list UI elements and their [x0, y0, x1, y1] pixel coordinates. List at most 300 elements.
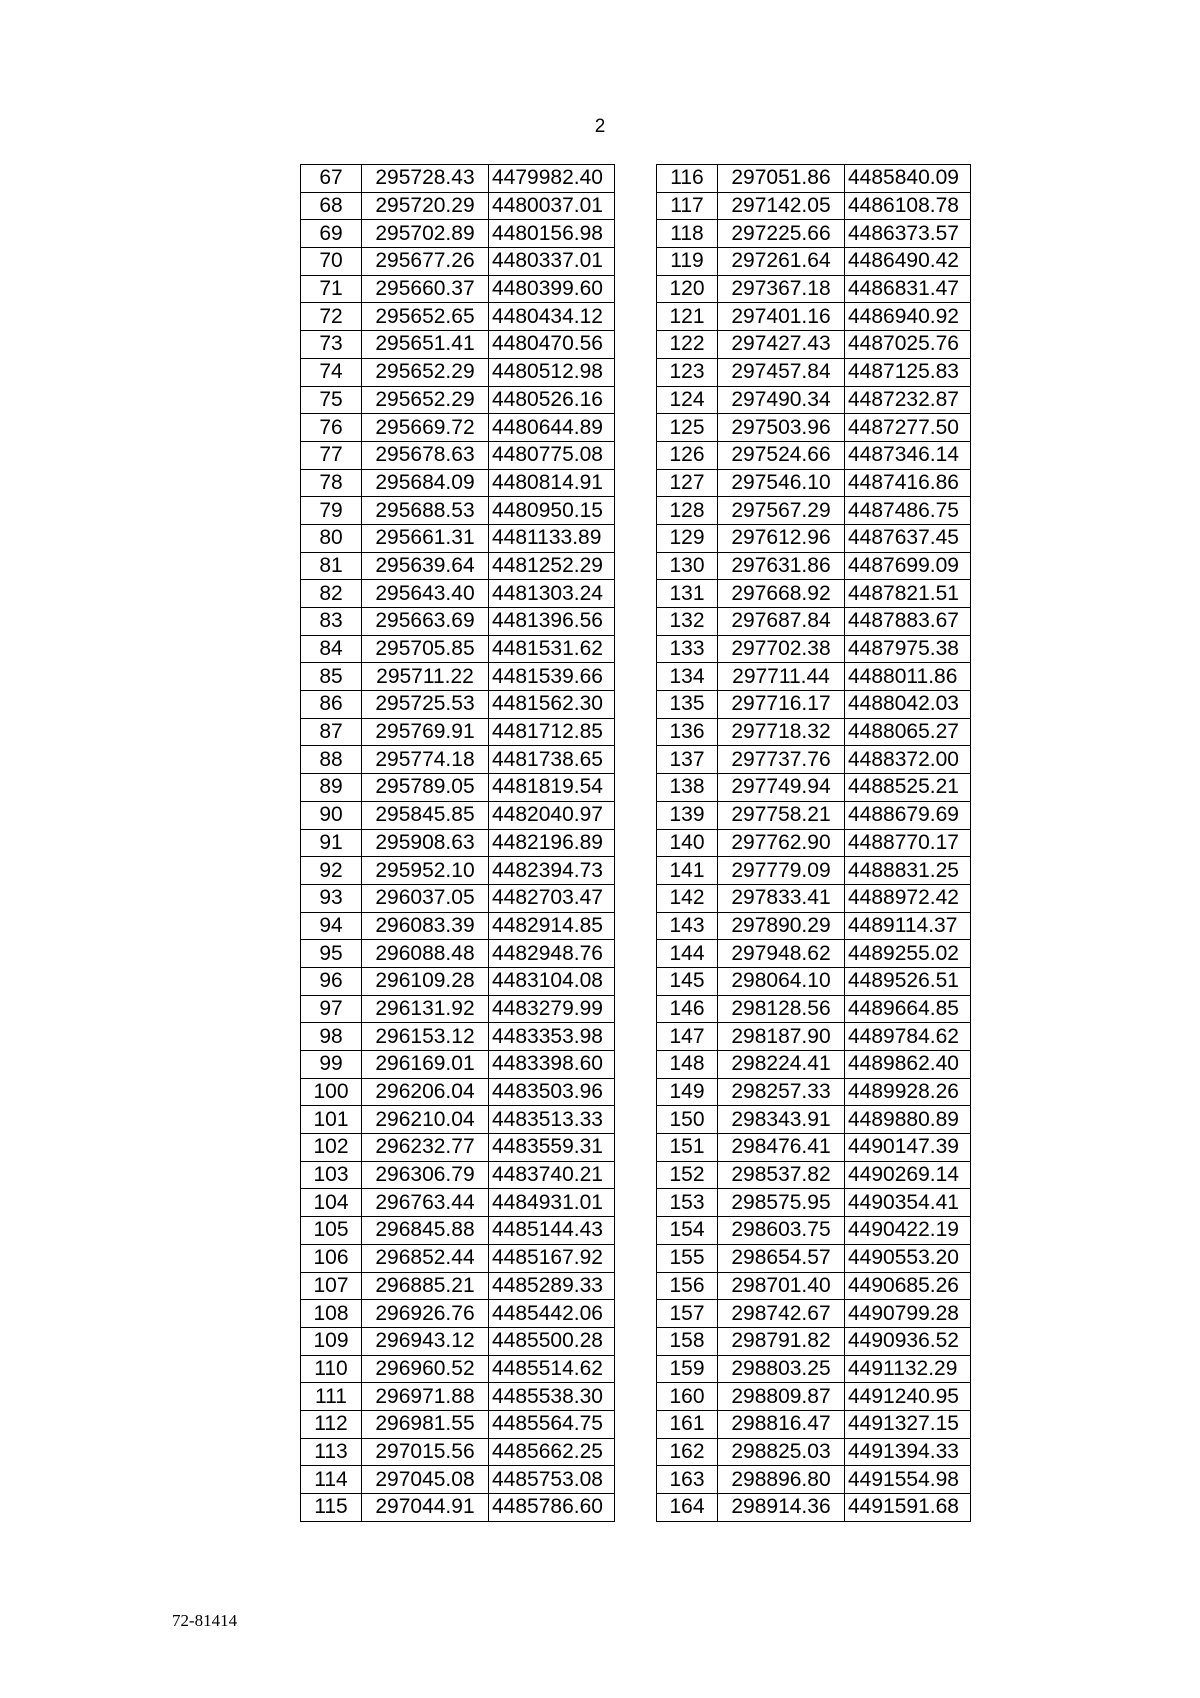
table-row [301, 1438, 615, 1466]
y-coordinate-cell: 4482394.73 [489, 857, 615, 885]
point-number-cell: 140 [657, 829, 718, 857]
table-row [657, 303, 971, 331]
page-number: 2 [594, 116, 606, 137]
point-number-cell: 115 [301, 1494, 362, 1522]
point-number-cell: 129 [657, 524, 718, 552]
x-coordinate-cell: 298064.10 [718, 967, 845, 995]
y-coordinate-cell: 4485753.08 [489, 1466, 615, 1494]
table-row [301, 635, 615, 663]
point-number-cell: 85 [301, 663, 362, 691]
x-coordinate-cell: 297051.86 [718, 165, 845, 193]
x-coordinate-cell: 297758.21 [718, 801, 845, 829]
point-number-cell: 144 [657, 940, 718, 968]
table-row [657, 1383, 971, 1411]
point-number-cell: 151 [657, 1134, 718, 1162]
y-coordinate-cell: 4488525.21 [845, 774, 971, 802]
coordinates-table-right [656, 164, 971, 1522]
point-number-cell: 126 [657, 441, 718, 469]
x-coordinate-cell: 295678.63 [362, 441, 489, 469]
x-coordinate-cell: 296981.55 [362, 1410, 489, 1438]
point-number-cell: 157 [657, 1300, 718, 1328]
x-coordinate-cell: 295702.89 [362, 220, 489, 248]
point-number-cell: 146 [657, 995, 718, 1023]
point-number-cell: 134 [657, 663, 718, 691]
y-coordinate-cell: 4481712.85 [489, 718, 615, 746]
table-row [301, 746, 615, 774]
x-coordinate-cell: 296306.79 [362, 1161, 489, 1189]
table-row [301, 1494, 615, 1522]
y-coordinate-cell: 4485564.75 [489, 1410, 615, 1438]
y-coordinate-cell: 4480950.15 [489, 497, 615, 525]
x-coordinate-cell: 298224.41 [718, 1051, 845, 1079]
y-coordinate-cell: 4489114.37 [845, 912, 971, 940]
point-number-cell: 118 [657, 220, 718, 248]
x-coordinate-cell: 298603.75 [718, 1217, 845, 1245]
table-row [301, 1134, 615, 1162]
point-number-cell: 155 [657, 1244, 718, 1272]
point-number-cell: 138 [657, 774, 718, 802]
y-coordinate-cell: 4487486.75 [845, 497, 971, 525]
point-number-cell: 83 [301, 608, 362, 636]
x-coordinate-cell: 295660.37 [362, 275, 489, 303]
x-coordinate-cell: 297044.91 [362, 1494, 489, 1522]
x-coordinate-cell: 297490.34 [718, 386, 845, 414]
y-coordinate-cell: 4486940.92 [845, 303, 971, 331]
x-coordinate-cell: 296960.52 [362, 1355, 489, 1383]
y-coordinate-cell: 4481252.29 [489, 552, 615, 580]
table-row [657, 386, 971, 414]
table-row [657, 1106, 971, 1134]
y-coordinate-cell: 4481539.66 [489, 663, 615, 691]
point-number-cell: 158 [657, 1327, 718, 1355]
point-number-cell: 89 [301, 774, 362, 802]
point-number-cell: 127 [657, 469, 718, 497]
table-row [301, 718, 615, 746]
y-coordinate-cell: 4489880.89 [845, 1106, 971, 1134]
table-row [301, 1023, 615, 1051]
table-row [657, 967, 971, 995]
point-number-cell: 150 [657, 1106, 718, 1134]
x-coordinate-cell: 297702.38 [718, 635, 845, 663]
table-row [657, 608, 971, 636]
x-coordinate-cell: 297711.44 [718, 663, 845, 691]
point-number-cell: 119 [657, 248, 718, 276]
x-coordinate-cell: 298343.91 [718, 1106, 845, 1134]
y-coordinate-cell: 4490553.20 [845, 1244, 971, 1272]
point-number-cell: 142 [657, 884, 718, 912]
y-coordinate-cell: 4480156.98 [489, 220, 615, 248]
x-coordinate-cell: 297716.17 [718, 691, 845, 719]
table-row [657, 248, 971, 276]
point-number-cell: 132 [657, 608, 718, 636]
table-row [301, 829, 615, 857]
x-coordinate-cell: 298896.80 [718, 1466, 845, 1494]
point-number-cell: 67 [301, 165, 362, 193]
table-row [301, 608, 615, 636]
x-coordinate-cell: 295688.53 [362, 497, 489, 525]
table-row [657, 663, 971, 691]
table-row [657, 1078, 971, 1106]
y-coordinate-cell: 4485442.06 [489, 1300, 615, 1328]
y-coordinate-cell: 4488831.25 [845, 857, 971, 885]
x-coordinate-cell: 297524.66 [718, 441, 845, 469]
table-row [657, 192, 971, 220]
y-coordinate-cell: 4481738.65 [489, 746, 615, 774]
x-coordinate-cell: 295725.53 [362, 691, 489, 719]
table-row [657, 414, 971, 442]
x-coordinate-cell: 298701.40 [718, 1272, 845, 1300]
point-number-cell: 101 [301, 1106, 362, 1134]
x-coordinate-cell: 295661.31 [362, 524, 489, 552]
x-coordinate-cell: 295711.22 [362, 663, 489, 691]
x-coordinate-cell: 297631.86 [718, 552, 845, 580]
point-number-cell: 86 [301, 691, 362, 719]
table-row [301, 331, 615, 359]
x-coordinate-cell: 298791.82 [718, 1327, 845, 1355]
table-row [301, 1410, 615, 1438]
y-coordinate-cell: 4488011.86 [845, 663, 971, 691]
point-number-cell: 160 [657, 1383, 718, 1411]
x-coordinate-cell: 296926.76 [362, 1300, 489, 1328]
table-row [301, 967, 615, 995]
table-row [657, 884, 971, 912]
x-coordinate-cell: 296210.04 [362, 1106, 489, 1134]
table-row [301, 663, 615, 691]
x-coordinate-cell: 297687.84 [718, 608, 845, 636]
table-row [657, 441, 971, 469]
y-coordinate-cell: 4491554.98 [845, 1466, 971, 1494]
point-number-cell: 117 [657, 192, 718, 220]
table-row [301, 220, 615, 248]
table-row [657, 635, 971, 663]
table-row [657, 1189, 971, 1217]
point-number-cell: 79 [301, 497, 362, 525]
table-row [657, 1466, 971, 1494]
x-coordinate-cell: 297833.41 [718, 884, 845, 912]
point-number-cell: 162 [657, 1438, 718, 1466]
point-number-cell: 94 [301, 912, 362, 940]
x-coordinate-cell: 296153.12 [362, 1023, 489, 1051]
table-row [301, 469, 615, 497]
x-coordinate-cell: 295677.26 [362, 248, 489, 276]
x-coordinate-cell: 297142.05 [718, 192, 845, 220]
point-number-cell: 103 [301, 1161, 362, 1189]
point-number-cell: 153 [657, 1189, 718, 1217]
table-row [657, 1494, 971, 1522]
table-row [657, 746, 971, 774]
table-row [301, 1217, 615, 1245]
x-coordinate-cell: 295669.72 [362, 414, 489, 442]
point-number-cell: 69 [301, 220, 362, 248]
point-number-cell: 97 [301, 995, 362, 1023]
y-coordinate-cell: 4480512.98 [489, 358, 615, 386]
point-number-cell: 135 [657, 691, 718, 719]
x-coordinate-cell: 295774.18 [362, 746, 489, 774]
x-coordinate-cell: 296131.92 [362, 995, 489, 1023]
y-coordinate-cell: 4483559.31 [489, 1134, 615, 1162]
point-number-cell: 128 [657, 497, 718, 525]
x-coordinate-cell: 297457.84 [718, 358, 845, 386]
table-row [657, 801, 971, 829]
x-coordinate-cell: 297045.08 [362, 1466, 489, 1494]
x-coordinate-cell: 296083.39 [362, 912, 489, 940]
point-number-cell: 107 [301, 1272, 362, 1300]
y-coordinate-cell: 4480814.91 [489, 469, 615, 497]
point-number-cell: 98 [301, 1023, 362, 1051]
point-number-cell: 84 [301, 635, 362, 663]
table-row [301, 857, 615, 885]
table-row [657, 580, 971, 608]
y-coordinate-cell: 4480470.56 [489, 331, 615, 359]
x-coordinate-cell: 296852.44 [362, 1244, 489, 1272]
table-row [301, 552, 615, 580]
point-number-cell: 88 [301, 746, 362, 774]
point-number-cell: 77 [301, 441, 362, 469]
x-coordinate-cell: 298742.67 [718, 1300, 845, 1328]
x-coordinate-cell: 298816.47 [718, 1410, 845, 1438]
point-number-cell: 108 [301, 1300, 362, 1328]
point-number-cell: 81 [301, 552, 362, 580]
point-number-cell: 136 [657, 718, 718, 746]
table-row [657, 220, 971, 248]
table-row [301, 1244, 615, 1272]
x-coordinate-cell: 297749.94 [718, 774, 845, 802]
y-coordinate-cell: 4488372.00 [845, 746, 971, 774]
y-coordinate-cell: 4485538.30 [489, 1383, 615, 1411]
y-coordinate-cell: 4489255.02 [845, 940, 971, 968]
x-coordinate-cell: 295651.41 [362, 331, 489, 359]
y-coordinate-cell: 4481819.54 [489, 774, 615, 802]
table-row [657, 358, 971, 386]
y-coordinate-cell: 4480526.16 [489, 386, 615, 414]
table-row [301, 1161, 615, 1189]
y-coordinate-cell: 4489862.40 [845, 1051, 971, 1079]
x-coordinate-cell: 297779.09 [718, 857, 845, 885]
x-coordinate-cell: 296232.77 [362, 1134, 489, 1162]
x-coordinate-cell: 296088.48 [362, 940, 489, 968]
point-number-cell: 87 [301, 718, 362, 746]
point-number-cell: 133 [657, 635, 718, 663]
table-row [301, 1327, 615, 1355]
x-coordinate-cell: 296206.04 [362, 1078, 489, 1106]
point-number-cell: 159 [657, 1355, 718, 1383]
table-row [301, 1300, 615, 1328]
point-number-cell: 105 [301, 1217, 362, 1245]
x-coordinate-cell: 295789.05 [362, 774, 489, 802]
x-coordinate-cell: 295728.43 [362, 165, 489, 193]
x-coordinate-cell: 297015.56 [362, 1438, 489, 1466]
y-coordinate-cell: 4487416.86 [845, 469, 971, 497]
table-row [301, 524, 615, 552]
x-coordinate-cell: 295952.10 [362, 857, 489, 885]
table-row [657, 829, 971, 857]
y-coordinate-cell: 4482196.89 [489, 829, 615, 857]
point-number-cell: 143 [657, 912, 718, 940]
y-coordinate-cell: 4485840.09 [845, 165, 971, 193]
point-number-cell: 99 [301, 1051, 362, 1079]
point-number-cell: 121 [657, 303, 718, 331]
x-coordinate-cell: 296943.12 [362, 1327, 489, 1355]
table-row [657, 718, 971, 746]
point-number-cell: 80 [301, 524, 362, 552]
x-coordinate-cell: 295663.69 [362, 608, 489, 636]
table-row [657, 1023, 971, 1051]
table-row [657, 1051, 971, 1079]
y-coordinate-cell: 4487277.50 [845, 414, 971, 442]
y-coordinate-cell: 4482040.97 [489, 801, 615, 829]
point-number-cell: 147 [657, 1023, 718, 1051]
y-coordinate-cell: 4482703.47 [489, 884, 615, 912]
x-coordinate-cell: 296971.88 [362, 1383, 489, 1411]
y-coordinate-cell: 4486490.42 [845, 248, 971, 276]
point-number-cell: 113 [301, 1438, 362, 1466]
point-number-cell: 161 [657, 1410, 718, 1438]
y-coordinate-cell: 4490799.28 [845, 1300, 971, 1328]
point-number-cell: 91 [301, 829, 362, 857]
y-coordinate-cell: 4491591.68 [845, 1494, 971, 1522]
point-number-cell: 96 [301, 967, 362, 995]
x-coordinate-cell: 295652.65 [362, 303, 489, 331]
x-coordinate-cell: 297567.29 [718, 497, 845, 525]
table-row [657, 497, 971, 525]
table-row [657, 552, 971, 580]
y-coordinate-cell: 4488972.42 [845, 884, 971, 912]
point-number-cell: 76 [301, 414, 362, 442]
table-row [657, 1272, 971, 1300]
y-coordinate-cell: 4485514.62 [489, 1355, 615, 1383]
point-number-cell: 74 [301, 358, 362, 386]
table-row [301, 1272, 615, 1300]
x-coordinate-cell: 297546.10 [718, 469, 845, 497]
point-number-cell: 154 [657, 1217, 718, 1245]
x-coordinate-cell: 297503.96 [718, 414, 845, 442]
x-coordinate-cell: 297401.16 [718, 303, 845, 331]
x-coordinate-cell: 298809.87 [718, 1383, 845, 1411]
y-coordinate-cell: 4485786.60 [489, 1494, 615, 1522]
y-coordinate-cell: 4491394.33 [845, 1438, 971, 1466]
y-coordinate-cell: 4483513.33 [489, 1106, 615, 1134]
x-coordinate-cell: 295643.40 [362, 580, 489, 608]
y-coordinate-cell: 4490685.26 [845, 1272, 971, 1300]
x-coordinate-cell: 297890.29 [718, 912, 845, 940]
y-coordinate-cell: 4489784.62 [845, 1023, 971, 1051]
y-coordinate-cell: 4491132.29 [845, 1355, 971, 1383]
table-row [657, 1300, 971, 1328]
x-coordinate-cell: 296109.28 [362, 967, 489, 995]
x-coordinate-cell: 298257.33 [718, 1078, 845, 1106]
x-coordinate-cell: 295652.29 [362, 358, 489, 386]
document-code: 72-81414 [172, 1611, 238, 1630]
x-coordinate-cell: 297612.96 [718, 524, 845, 552]
point-number-cell: 139 [657, 801, 718, 829]
y-coordinate-cell: 4489664.85 [845, 995, 971, 1023]
table-row [657, 940, 971, 968]
point-number-cell: 120 [657, 275, 718, 303]
x-coordinate-cell: 296845.88 [362, 1217, 489, 1245]
table-row [657, 1438, 971, 1466]
y-coordinate-cell: 4479982.40 [489, 165, 615, 193]
table-row [657, 1355, 971, 1383]
table-row [301, 497, 615, 525]
y-coordinate-cell: 4487821.51 [845, 580, 971, 608]
x-coordinate-cell: 298575.95 [718, 1189, 845, 1217]
table-row [301, 165, 615, 193]
y-coordinate-cell: 4480775.08 [489, 441, 615, 469]
table-row [657, 691, 971, 719]
point-number-cell: 130 [657, 552, 718, 580]
table-row [657, 1161, 971, 1189]
y-coordinate-cell: 4488042.03 [845, 691, 971, 719]
point-number-cell: 116 [657, 165, 718, 193]
x-coordinate-cell: 295639.64 [362, 552, 489, 580]
point-number-cell: 70 [301, 248, 362, 276]
point-number-cell: 149 [657, 1078, 718, 1106]
point-number-cell: 93 [301, 884, 362, 912]
table-row [657, 1244, 971, 1272]
x-coordinate-cell: 297762.90 [718, 829, 845, 857]
x-coordinate-cell: 298537.82 [718, 1161, 845, 1189]
point-number-cell: 164 [657, 1494, 718, 1522]
x-coordinate-cell: 298654.57 [718, 1244, 845, 1272]
point-number-cell: 92 [301, 857, 362, 885]
point-number-cell: 75 [301, 386, 362, 414]
y-coordinate-cell: 4480399.60 [489, 275, 615, 303]
x-coordinate-cell: 297948.62 [718, 940, 845, 968]
table-row [657, 1134, 971, 1162]
table-row [301, 358, 615, 386]
y-coordinate-cell: 4485500.28 [489, 1327, 615, 1355]
point-number-cell: 111 [301, 1383, 362, 1411]
table-row [301, 1106, 615, 1134]
x-coordinate-cell: 295720.29 [362, 192, 489, 220]
point-number-cell: 102 [301, 1134, 362, 1162]
y-coordinate-cell: 4488065.27 [845, 718, 971, 746]
table-row [301, 414, 615, 442]
table-row [657, 912, 971, 940]
x-coordinate-cell: 298825.03 [718, 1438, 845, 1466]
table-row [301, 303, 615, 331]
y-coordinate-cell: 4485144.43 [489, 1217, 615, 1245]
point-number-cell: 104 [301, 1189, 362, 1217]
y-coordinate-cell: 4485167.92 [489, 1244, 615, 1272]
table-row [301, 386, 615, 414]
point-number-cell: 124 [657, 386, 718, 414]
table-row [301, 1466, 615, 1494]
point-number-cell: 106 [301, 1244, 362, 1272]
table-row [301, 580, 615, 608]
point-number-cell: 71 [301, 275, 362, 303]
table-row [657, 331, 971, 359]
point-number-cell: 156 [657, 1272, 718, 1300]
x-coordinate-cell: 295769.91 [362, 718, 489, 746]
point-number-cell: 112 [301, 1410, 362, 1438]
point-number-cell: 72 [301, 303, 362, 331]
table-row [301, 801, 615, 829]
y-coordinate-cell: 4485289.33 [489, 1272, 615, 1300]
table-row [301, 884, 615, 912]
y-coordinate-cell: 4487346.14 [845, 441, 971, 469]
y-coordinate-cell: 4488770.17 [845, 829, 971, 857]
y-coordinate-cell: 4481133.89 [489, 524, 615, 552]
y-coordinate-cell: 4484931.01 [489, 1189, 615, 1217]
y-coordinate-cell: 4486831.47 [845, 275, 971, 303]
x-coordinate-cell: 296763.44 [362, 1189, 489, 1217]
point-number-cell: 141 [657, 857, 718, 885]
point-number-cell: 109 [301, 1327, 362, 1355]
point-number-cell: 110 [301, 1355, 362, 1383]
point-number-cell: 68 [301, 192, 362, 220]
y-coordinate-cell: 4490147.39 [845, 1134, 971, 1162]
